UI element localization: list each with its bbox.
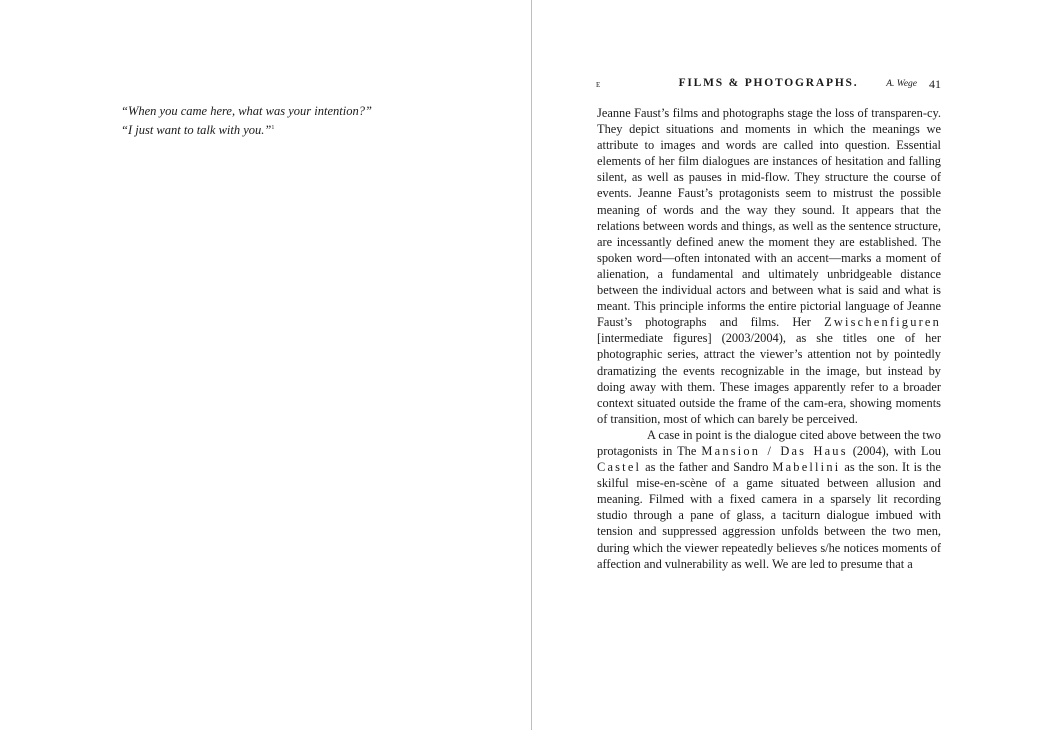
actor-name: Mabellini (772, 460, 841, 475)
actor-name: Castel (597, 460, 642, 475)
page-title: FILMS & PHOTOGRAPHS. (678, 77, 859, 89)
epigraph (121, 103, 441, 139)
epigraph-answer: “I just want to talk with you.”$^1$ (121, 123, 275, 138)
work-title-mansion: Mansion / Das Haus (701, 443, 848, 458)
running-header (596, 76, 941, 94)
footnote-mark: 1 (271, 125, 275, 131)
page-number: 41 (929, 77, 941, 91)
paragraph-1: Jeanne Faust’s films and photographs stage the loss of transparen-cy. They depict situations and moments in which the meanings we attribute to images and words are called into question. Essential elements of her film dialogues are instances of hesitation and falling silent, as well as pauses in mid-flow. They structure the course of events. Jeanne Faust’s protagonists seem to mistrust the possible meaning of words and the way they sound. It appears that the relations between words and things, as well as the sentence structure, are incessantly defined anew the moment they are established. The spoken word—often intonated with an accent—marks a moment of alienation, a fundamental and ultimately unbridgeable distance between the individual actors and between what is said and what is meant. This principle informs the entire pictorial language of Jeanne Faust’s photographs and films. Her Zwischenfiguren [intermediate figures] (2003/2004), as she titles one of her photographic series, attract the viewer’s attention not by pointedly dramatizing the events recognizable in the image, but instead by doing away with them. These images apparently refer to a broader context situated outside the frame of the cam-era, showing moments of transition, most of which can barely be perceived. (597, 106, 942, 426)
paragraph-2: A case in point is the dialogue cited above between the two protagonists in The Mansion / Das Haus (2004), with Lou Castel as the father and Sandro Mabellini as the son. It is the skilful mise-en-scène of a game situated between allusion and meaning. Filmed with a fixed camera in a sparsely lit recording studio through a pane of glass, a taciturn dialogue imbued with tension and suppressed aggression unfolds between the two men, during which the viewer repeatedly believes s/he notices moments of affection and vulnerability as well. We are led to presume that a (597, 427, 941, 571)
work-title-zwischenfiguren: Zwischenfiguren (824, 315, 942, 330)
epigraph-question: “When you came here, what was your intention?” (121, 104, 372, 118)
body-text (597, 105, 941, 572)
author-name: A. Wege (886, 79, 917, 89)
section-letter: E (596, 81, 602, 89)
